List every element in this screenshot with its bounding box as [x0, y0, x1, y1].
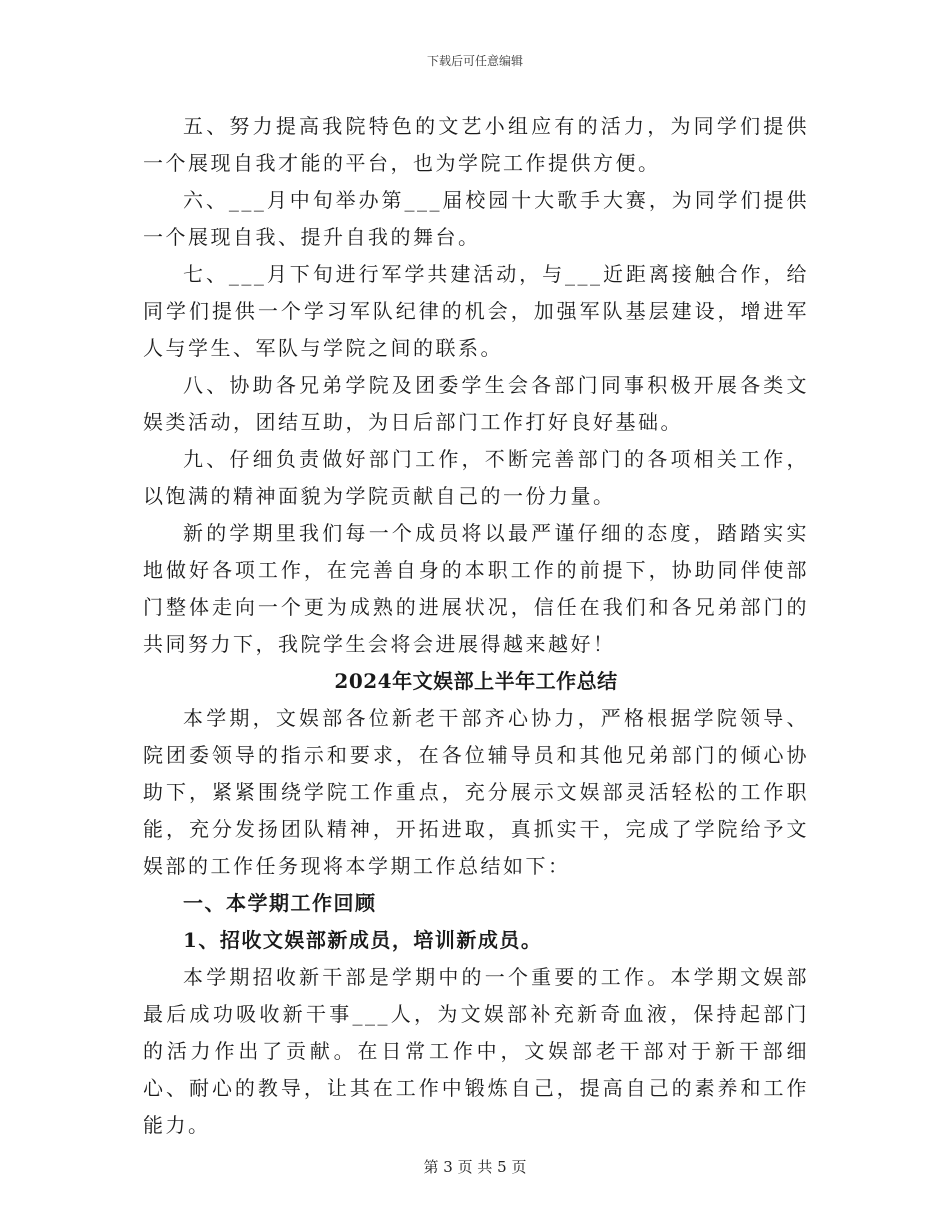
- paragraph-item-8: 八、协助各兄弟学院及团委学生会各部门同事积极开展各类文娱类活动，团结互助，为日后部门工作打好良好基础。: [143, 373, 809, 434]
- paragraph-item-5: 五、努力提高我院特色的文艺小组应有的活力，为同学们提供一个展现自我才能的平台，也为学院工作提供方便。: [143, 114, 809, 175]
- page-header: 下载后可任意编辑: [426, 54, 523, 68]
- closing-paragraph: 新的学期里我们每一个成员将以最严谨仔细的态度，踏踏实实地做好各项工作，在完善自身的本职工作的前提下，协助同伴使部门整体走向一个更为成熟的进展状况，信任在我们和各兄弟部门的共同努力下，我院学生会将会进展得越来越好！: [143, 521, 809, 656]
- paragraph-item-6: 六、___月中旬举办第___届校园十大歌手大赛，为同学们提供一个展现自我、提升自我的舞台。: [143, 188, 809, 249]
- section-title: 2024年文娱部上半年工作总结: [334, 669, 618, 693]
- intro-paragraph: 本学期，文娱部各位新老干部齐心协力，严格根据学院领导、院团委领导的指示和要求，在各位辅导员和其他兄弟部门的倾心协助下，紧紧围绕学院工作重点，充分展示文娱部灵活轻松的工作职能，充分发扬团队精神，开拓进取，真抓实干，完成了学院给予文娱部的工作任务现将本学期工作总结如下：: [143, 706, 809, 878]
- paragraph-item-9: 九、仔细负责做好部门工作，不断完善部门的各项相关工作，以饱满的精神面貌为学院贡献自己的一份力量。: [143, 447, 809, 508]
- section-heading-review: 一、本学期工作回顾: [183, 891, 377, 915]
- document-body: [143, 108, 809, 1144]
- subheading-recruitment: 1、招收文娱部新成员，培训新成员。: [183, 928, 543, 952]
- paragraph-item-7: 七、___月下旬进行军学共建活动，与___近距离接触合作，给同学们提供一个学习军队纪律的机会，加强军队基层建设，增进军人与学生、军队与学院之间的联系。: [143, 262, 809, 360]
- page-footer: 第 3 页 共 5 页: [423, 1158, 527, 1176]
- recruitment-paragraph: 本学期招收新干部是学期中的一个重要的工作。本学期文娱部最后成功吸收新干事___人，为文娱部补充新奇血液，保持起部门的活力作出了贡献。在日常工作中，文娱部老干部对于新干部细心、耐心的教导，让其在工作中锻炼自己，提高自己的素养和工作能力。: [143, 965, 809, 1137]
